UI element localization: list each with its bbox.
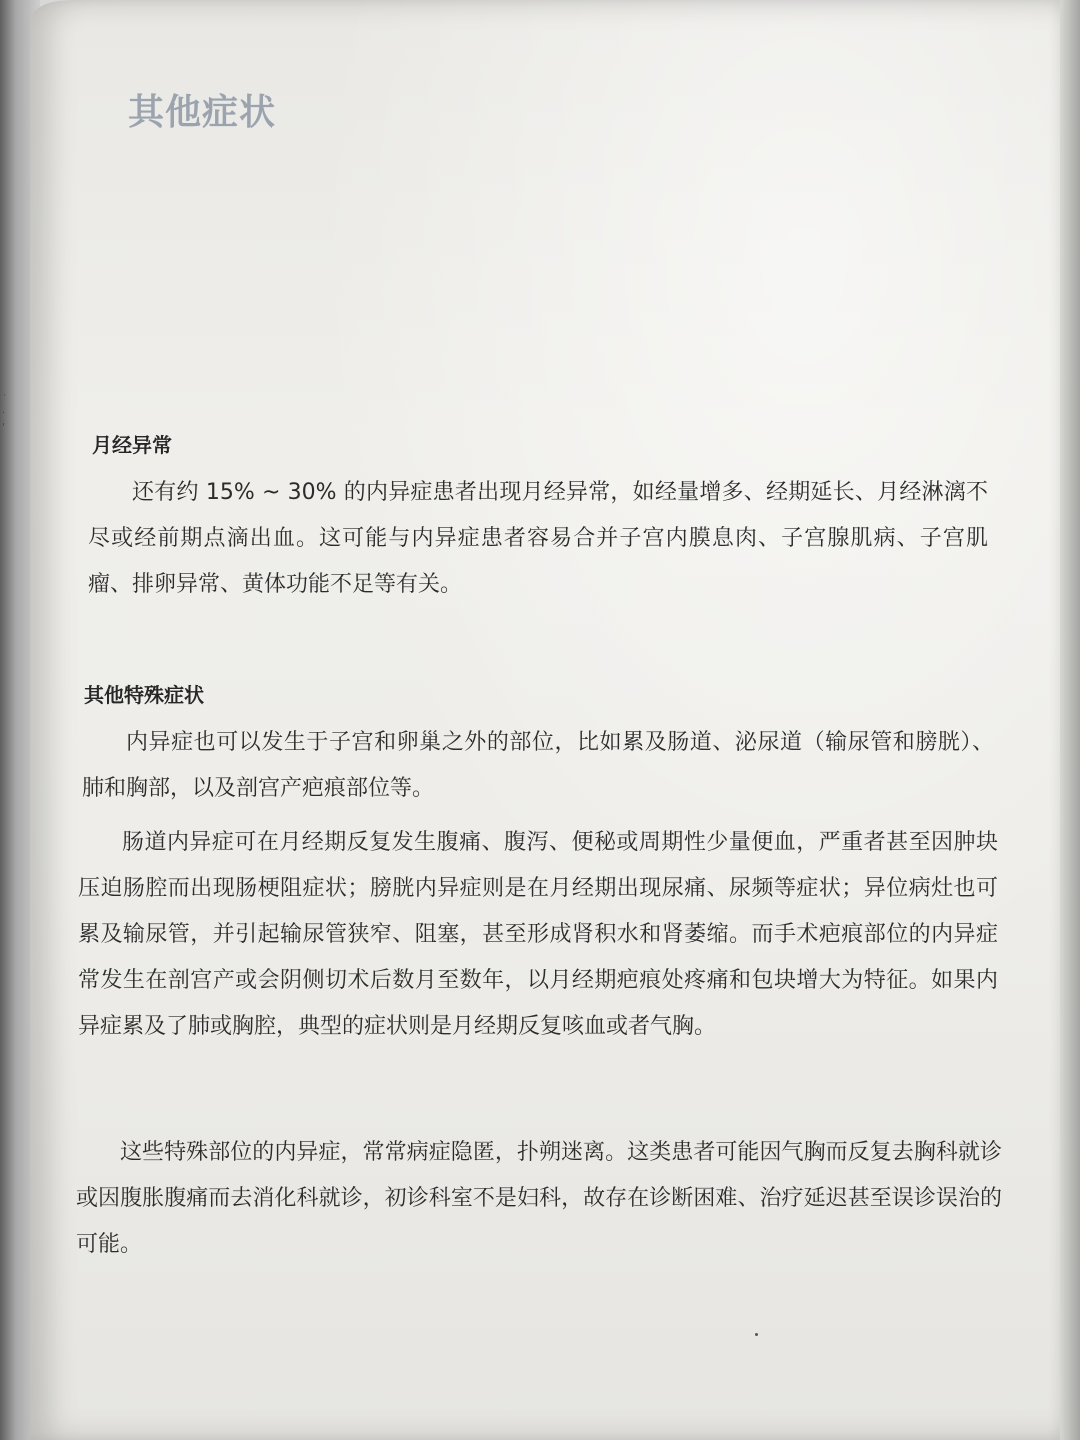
section-heading-menstrual: 月经异常 bbox=[92, 433, 172, 457]
paragraph-menstrual: 还有约 15% ~ 30% 的内异症患者出现月经异常，如经量增多、经期延长、月经淋漓不尽或经前期点滴出血。这可能与内异症患者容易合并子宫内膜息肉、子宫腺肌病、子宫肌瘤、排卵异常、黄体功能不足等有关。 bbox=[88, 480, 988, 597]
book-page bbox=[30, 0, 1062, 1440]
show-through-text bbox=[500, 225, 920, 385]
paper-speck bbox=[755, 1333, 758, 1336]
paragraph-intestinal: 肠道内异症可在月经期反复发生腹痛、腹泻、便秘或周期性少量便血，严重者甚至因肿块压迫肠腔而出现肠梗阻症状；膀胱内异症则是在月经期出现尿痛、尿频等症状；异位病灶也可累及输尿管，并引起输尿管狭窄、阻塞，甚至形成肾积水和肾萎缩。而手术疤痕部位的内异症常发生在剖宫产或会阴侧切术后数月至数年，以月经期疤痕处疼痛和包块增大为特征。如果内异症累及了肺或胸腔，典型的症状则是月经期反复咳血或者气胸。 bbox=[78, 830, 998, 1039]
page-title: 其他症状 bbox=[128, 92, 277, 133]
paragraph-diagnosis: 这些特殊部位的内异症，常常病症隐匿，扑朔迷离。这类患者可能因气胸而反复去胸科就诊或因腹胀腹痛而去消化科就诊，初诊科室不是妇科，故存在诊断困难、治疗延迟甚至误诊误治的可能。 bbox=[76, 1140, 1002, 1257]
previous-page-margin: ˙ · ' bbox=[2, 394, 7, 433]
paragraph-special-sites: 内异症也可以发生于子宫和卵巢之外的部位，比如累及肠道、泌尿道（输尿管和膀胱）、肺和胸部，以及剖宫产疤痕部位等。 bbox=[82, 730, 994, 801]
page-stack-edge bbox=[1060, 0, 1080, 1440]
section-heading-special: 其他特殊症状 bbox=[84, 683, 204, 707]
